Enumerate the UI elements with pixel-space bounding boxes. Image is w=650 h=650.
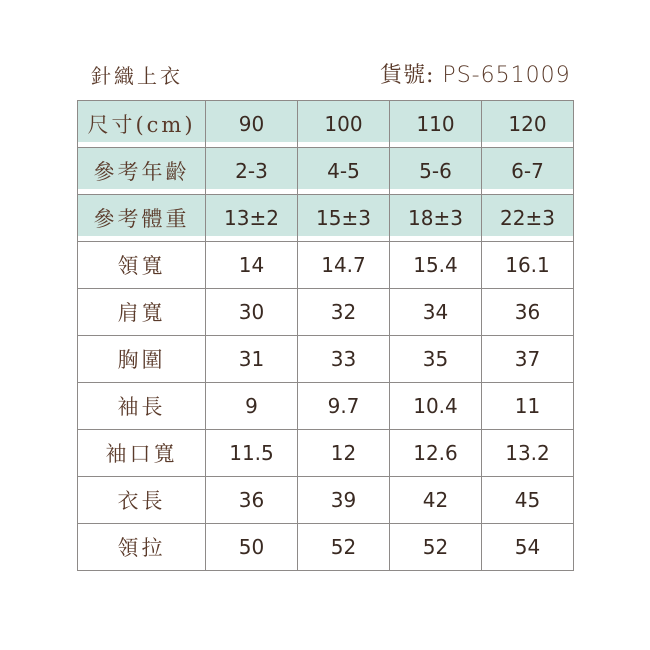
product-code-label: 貨號: — [380, 63, 435, 88]
row-label: 胸圍 — [78, 336, 206, 383]
row-label: 參考年齡 — [78, 148, 206, 195]
table-row — [78, 195, 574, 242]
table-cell: 42 — [390, 477, 482, 524]
table-row — [78, 430, 574, 477]
table-row — [78, 524, 574, 571]
table-cell: 39 — [298, 477, 390, 524]
table-cell: 36 — [206, 477, 298, 524]
table-row — [78, 477, 574, 524]
size-chart-table — [77, 100, 574, 571]
table-row — [78, 336, 574, 383]
table-cell: 100 — [298, 101, 390, 148]
row-label: 肩寬 — [78, 289, 206, 336]
row-label: 袖長 — [78, 383, 206, 430]
table-cell: 33 — [298, 336, 390, 383]
table-cell: 37 — [482, 336, 574, 383]
table-cell: 54 — [482, 524, 574, 571]
table-cell: 4-5 — [298, 148, 390, 195]
table-row — [78, 242, 574, 289]
table-cell: 6-7 — [482, 148, 574, 195]
table-cell: 120 — [482, 101, 574, 148]
table-cell: 30 — [206, 289, 298, 336]
row-label: 尺寸(cm) — [78, 101, 206, 148]
table-cell: 18±3 — [390, 195, 482, 242]
table-cell: 15±3 — [298, 195, 390, 242]
table-row — [78, 101, 574, 148]
product-title: 針織上衣 — [91, 64, 183, 88]
table-cell: 50 — [206, 524, 298, 571]
table-cell: 9 — [206, 383, 298, 430]
table-cell: 12.6 — [390, 430, 482, 477]
table-cell: 90 — [206, 101, 298, 148]
table-cell: 52 — [298, 524, 390, 571]
table-cell: 5-6 — [390, 148, 482, 195]
table-row — [78, 289, 574, 336]
row-label: 領拉 — [78, 524, 206, 571]
row-label: 領寬 — [78, 242, 206, 289]
table-cell: 31 — [206, 336, 298, 383]
table-row — [78, 383, 574, 430]
table-cell: 32 — [298, 289, 390, 336]
table-cell: 11.5 — [206, 430, 298, 477]
product-code — [380, 58, 571, 89]
table-cell: 12 — [298, 430, 390, 477]
row-label: 袖口寬 — [78, 430, 206, 477]
table-cell: 13.2 — [482, 430, 574, 477]
table-cell: 13±2 — [206, 195, 298, 242]
product-code-value: PS-651009 — [442, 63, 571, 88]
table-cell: 35 — [390, 336, 482, 383]
table-cell: 36 — [482, 289, 574, 336]
table-cell: 14.7 — [298, 242, 390, 289]
table-cell: 16.1 — [482, 242, 574, 289]
table-cell: 22±3 — [482, 195, 574, 242]
table-cell: 110 — [390, 101, 482, 148]
table-cell: 45 — [482, 477, 574, 524]
row-label: 參考體重 — [78, 195, 206, 242]
table-cell: 2-3 — [206, 148, 298, 195]
table-cell: 10.4 — [390, 383, 482, 430]
table-cell: 9.7 — [298, 383, 390, 430]
table-cell: 52 — [390, 524, 482, 571]
table-cell: 34 — [390, 289, 482, 336]
table-cell: 15.4 — [390, 242, 482, 289]
table-row — [78, 148, 574, 195]
table-cell: 11 — [482, 383, 574, 430]
table-cell: 14 — [206, 242, 298, 289]
row-label: 衣長 — [78, 477, 206, 524]
